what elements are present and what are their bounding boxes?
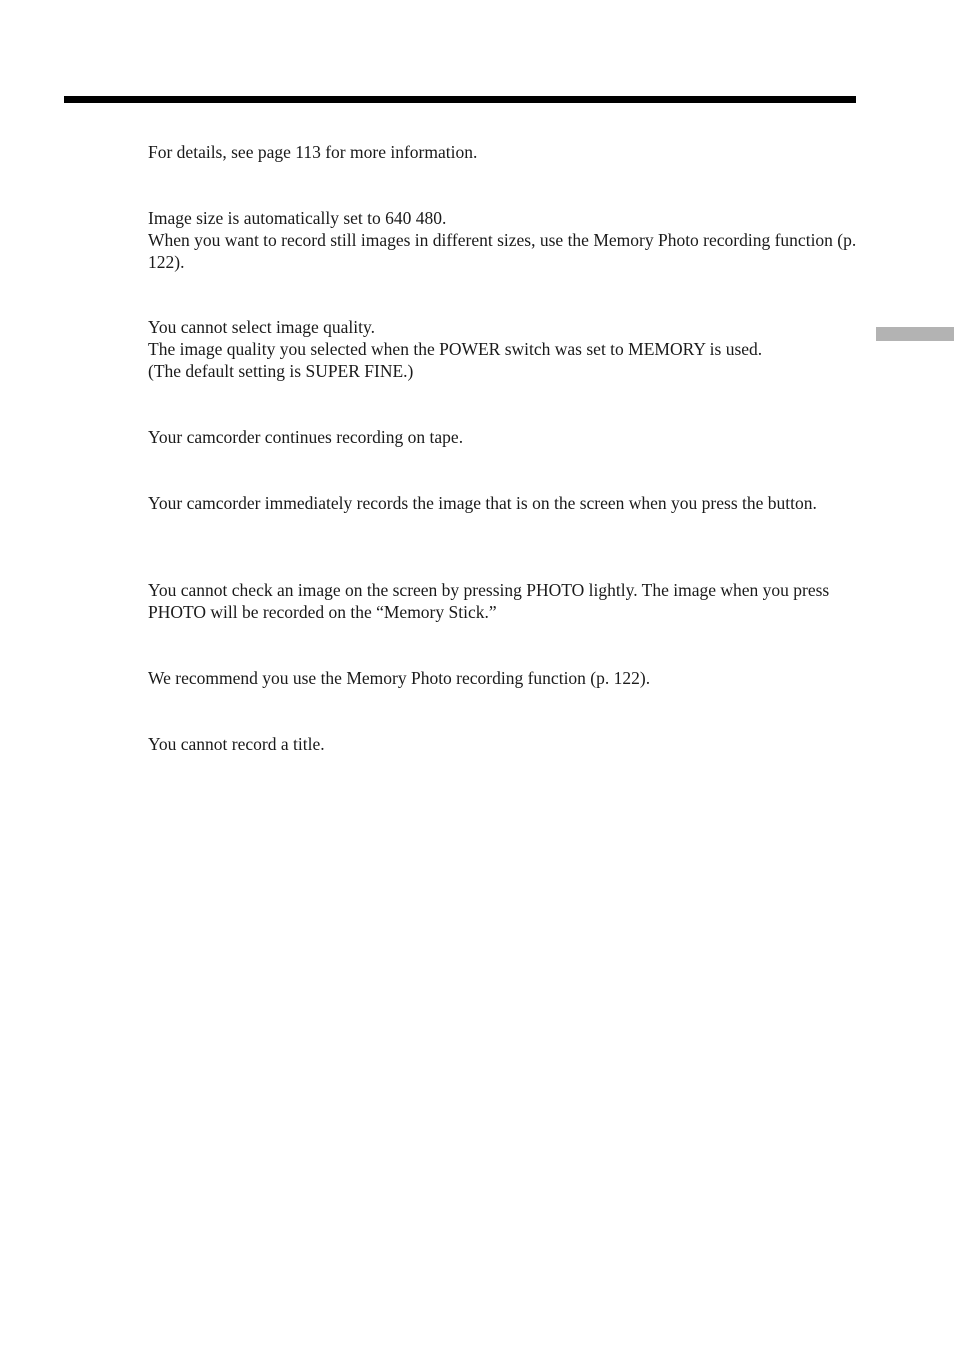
paragraph-details: For details, see page 113 for more information.	[148, 142, 478, 162]
paragraph-title: You cannot record a title.	[148, 734, 325, 754]
paragraph-recommendation: We recommend you use the Memory Photo recording function (p. 122).	[148, 668, 651, 688]
paragraph-image-quality: You cannot select image quality. The image quality you selected when the POWER switch was set to MEMORY is used. (The default setting is SUPER FINE.)	[148, 317, 763, 381]
paragraph-image-size: Image size is automatically set to 640 480. When you want to record still images in different sizes, use the Memory Photo recording function (p. 122).	[148, 208, 857, 272]
paragraph-recording-tape: Your camcorder continues recording on tape.	[148, 427, 464, 447]
header-rule	[64, 96, 856, 103]
paragraph-immediate-record: Your camcorder immediately records the image that is on the screen when you press the button.	[148, 493, 817, 513]
section-index-tab	[876, 327, 954, 341]
paragraph-photo-check: You cannot check an image on the screen by pressing PHOTO lightly. The image when you press PHOTO will be recorded on the “Memory Stick.”	[148, 580, 830, 622]
